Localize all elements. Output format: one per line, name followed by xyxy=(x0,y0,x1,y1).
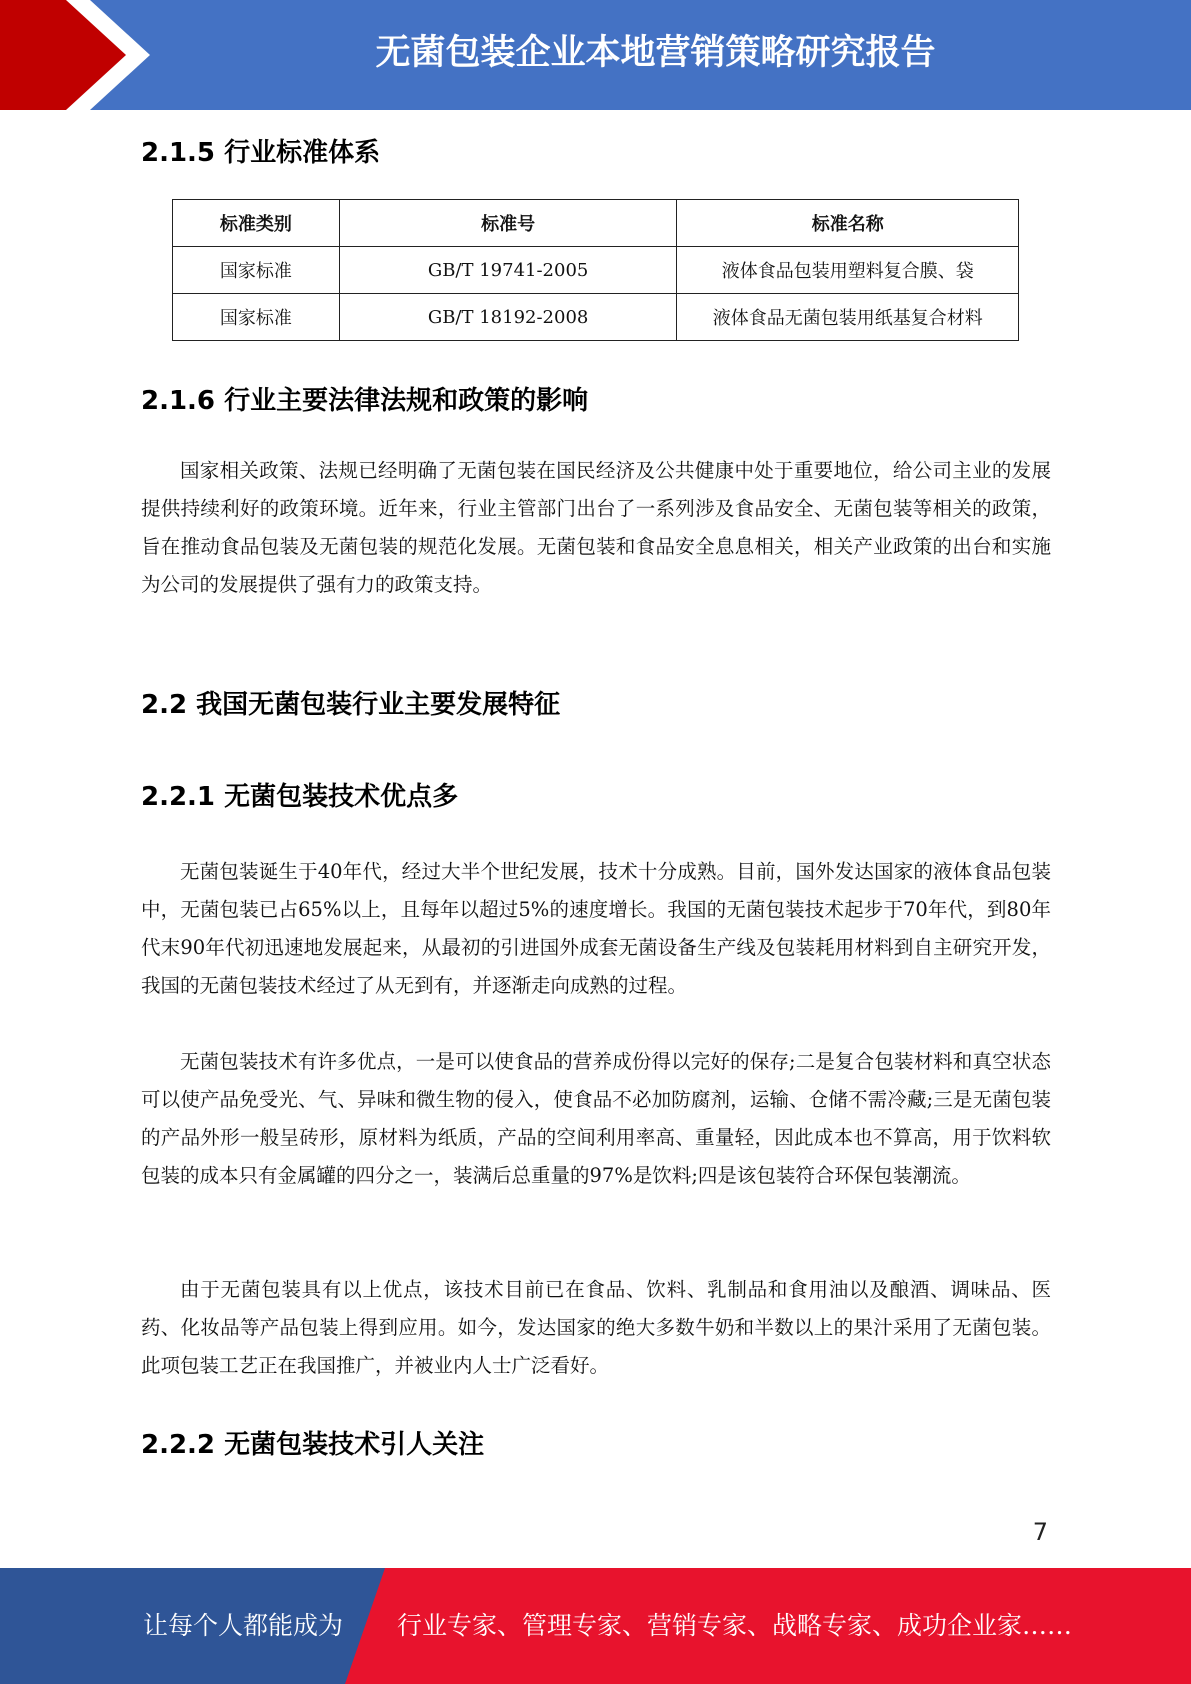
heading-2-1-6: 2.1.6 行业主要法律法规和政策的影响 xyxy=(141,386,589,416)
paragraph: 无菌包装技术有许多优点，一是可以使食品的营养成份得以完好的保存;二是复合包装材料和真空状态可以使产品免受光、气、异味和微生物的侵入，使食品不必加防腐剂，运输、仓储不需冷藏;三是无菌包装的产品外形一般呈砖形，原材料为纸质，产品的空间利用率高、重量轻，因此成本也不算高，用于饮料软包装的成本只有金属罐的四分之一，装满后总重量的97%是饮料;四是该包装符合环保包装潮流。 xyxy=(141,1050,1051,1187)
table-cell: 液体食品包装用塑料复合膜、袋 xyxy=(677,247,1019,294)
standards-table xyxy=(172,199,1019,341)
table-header-cell: 标准类别 xyxy=(173,200,340,247)
page-footer xyxy=(0,1568,1191,1684)
paragraph: 无菌包装诞生于40年代，经过大半个世纪发展，技术十分成熟。目前，国外发达国家的液体食品包装中，无菌包装已占65%以上，且每年以超过5%的速度增长。我国的无菌包装技术起步于70年代，到80年代末90年代初迅速地发展起来，从最初的引进国外成套无菌设备生产线及包装耗用材料到自主研究开发，我国的无菌包装技术经过了从无到有，并逐渐走向成熟的过程。 xyxy=(141,860,1051,997)
table-cell: GB/T 19741-2005 xyxy=(339,247,677,294)
table-row xyxy=(173,294,1019,341)
table-cell: GB/T 18192-2008 xyxy=(339,294,677,341)
heading-2-2-1: 2.2.1 无菌包装技术优点多 xyxy=(141,782,459,812)
report-title: 无菌包装企业本地营销策略研究报告 xyxy=(375,33,936,73)
heading-2-1-5: 2.1.5 行业标准体系 xyxy=(141,138,381,168)
table-cell: 国家标准 xyxy=(173,247,340,294)
footer-slogan-right: 行业专家、管理专家、营销专家、战略专家、成功企业家…… xyxy=(397,1611,1073,1640)
table-cell: 国家标准 xyxy=(173,294,340,341)
table-header-row xyxy=(173,200,1019,247)
header-arrow-icon xyxy=(0,0,160,110)
paragraph: 国家相关政策、法规已经明确了无菌包装在国民经济及公共健康中处于重要地位，给公司主业的发展提供持续利好的政策环境。近年来，行业主管部门出台了一系列涉及食品安全、无菌包装等相关的政策，旨在推动食品包装及无菌包装的规范化发展。无菌包装和食品安全息息相关，相关产业政策的出台和实施为公司的发展提供了强有力的政策支持。 xyxy=(141,459,1051,596)
heading-2-2-2: 2.2.2 无菌包装技术引人关注 xyxy=(141,1430,485,1460)
paragraph: 由于无菌包装具有以上优点，该技术目前已在食品、饮料、乳制品和食用油以及酿酒、调味品、医药、化妆品等产品包装上得到应用。如今，发达国家的绝大多数牛奶和半数以上的果汁采用了无菌包装。此项包装工艺正在我国推广，并被业内人士广泛看好。 xyxy=(141,1278,1051,1377)
footer-slogan-left: 让每个人都能成为 xyxy=(143,1611,344,1640)
table-cell: 液体食品无菌包装用纸基复合材料 xyxy=(677,294,1019,341)
heading-2-2: 2.2 我国无菌包装行业主要发展特征 xyxy=(141,690,561,720)
table-header-cell: 标准名称 xyxy=(677,200,1019,247)
page-header xyxy=(0,0,1191,110)
table-header-cell: 标准号 xyxy=(339,200,677,247)
page-number: 7 xyxy=(1032,1518,1048,1546)
table-row xyxy=(173,247,1019,294)
